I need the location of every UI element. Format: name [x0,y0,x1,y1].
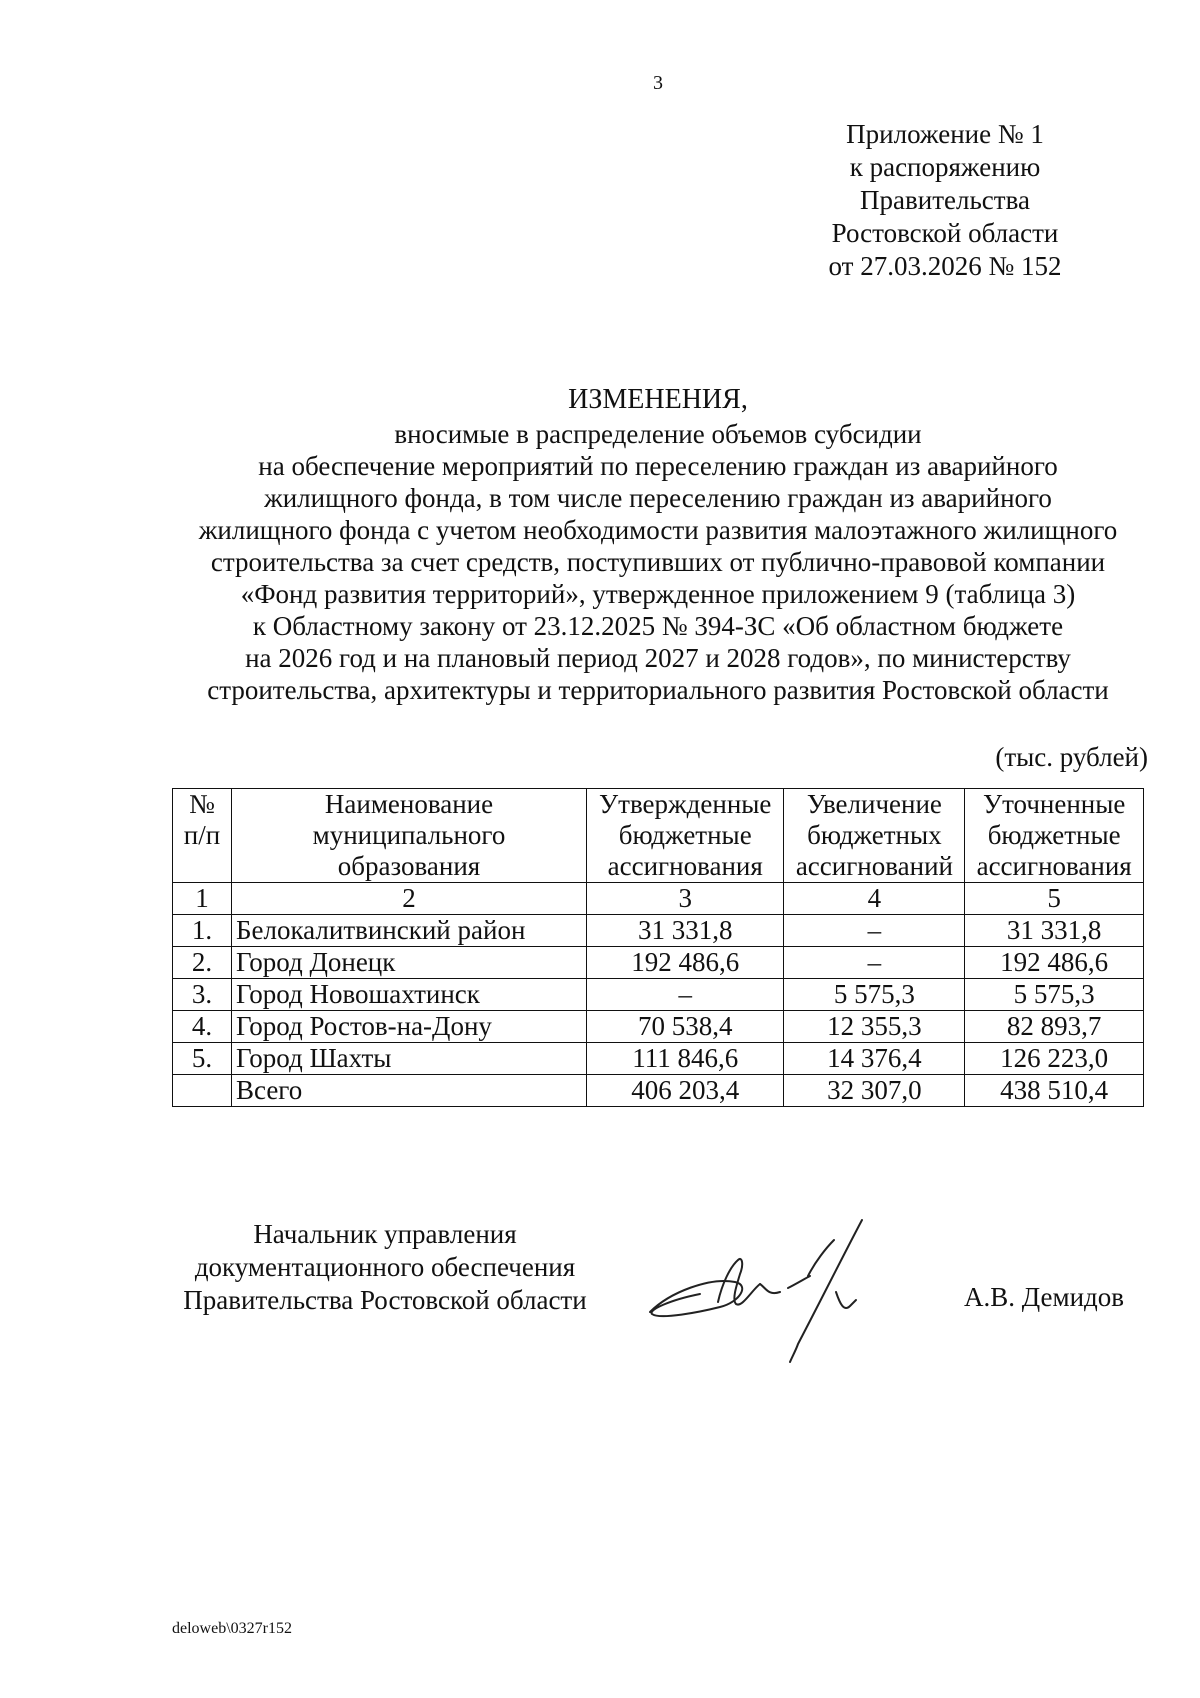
total-refined: 438 510,4 [965,1075,1144,1107]
title-line: строительства, архитектуры и территориального развития Ростовской области [207,675,1109,705]
header-refined: Уточненные бюджетные ассигнования [965,789,1144,883]
row-municipality: Город Донецк [232,947,587,979]
row-increase: – [784,947,965,979]
appendix-reference [780,118,1110,283]
row-approved: 31 331,8 [587,915,784,947]
column-number-row [173,883,1144,915]
handwritten-signature [640,1192,940,1372]
table-total-row [173,1075,1144,1107]
column-number: 5 [965,883,1144,915]
position-line: документационного обеспечения [194,1252,576,1282]
table-header-row [173,789,1144,883]
subsidy-table [172,788,1144,1107]
row-refined: 82 893,7 [965,1011,1144,1043]
row-municipality: Город Ростов-на-Дону [232,1011,587,1043]
row-approved: 192 486,6 [587,947,784,979]
table-row [173,947,1144,979]
total-label: Всего [232,1075,587,1107]
row-refined: 126 223,0 [965,1043,1144,1075]
units-label: (тыс. рублей) [995,742,1148,772]
row-increase: 5 575,3 [784,979,965,1011]
appendix-line: от 27.03.2026 № 152 [828,251,1062,281]
table-row [173,1043,1144,1075]
row-increase: – [784,915,965,947]
row-refined: 31 331,8 [965,915,1144,947]
title-line: к Областному закону от 23.12.2025 № 394-ЗС «Об областном бюджете [252,611,1064,641]
row-increase: 12 355,3 [784,1011,965,1043]
column-number: 2 [232,883,587,915]
page-number: 3 [653,72,663,94]
position-line: Правительства Ростовской области [183,1285,587,1315]
row-municipality: Белокалитвинский район [232,915,587,947]
column-number: 4 [784,883,965,915]
signatory-name: А.В. Демидов [964,1282,1125,1312]
row-number: 4. [173,1011,232,1043]
row-number: 3. [173,979,232,1011]
total-approved: 406 203,4 [587,1075,784,1107]
row-number: 2. [173,947,232,979]
header-number: № п/п [173,789,232,883]
title-line: «Фонд развития территорий», утвержденное приложением 9 (таблица 3) [240,579,1076,609]
row-refined: 192 486,6 [965,947,1144,979]
title-line: жилищного фонда, в том числе переселению граждан из аварийного [264,483,1052,513]
footer-reference: deloweb\0327r152 [172,1620,292,1637]
column-number: 3 [587,883,784,915]
table-row [173,979,1144,1011]
title-line: жилищного фонда с учетом необходимости развития малоэтажного жилищного [198,515,1118,545]
row-refined: 5 575,3 [965,979,1144,1011]
header-municipality: Наименование муниципального образования [232,789,587,883]
row-municipality: Город Шахты [232,1043,587,1075]
row-number: 1. [173,915,232,947]
document-title [0,384,1200,706]
row-approved: 70 538,4 [587,1011,784,1043]
title-line: строительства за счет средств, поступивших от публично-правовой компании [210,547,1106,577]
position-line: Начальник управления [253,1219,517,1249]
row-number: 5. [173,1043,232,1075]
row-increase: 14 376,4 [784,1043,965,1075]
signatory-position [170,1218,600,1317]
header-approved: Утвержденные бюджетные ассигнования [587,789,784,883]
row-municipality: Город Новошахтинск [232,979,587,1011]
row-approved: – [587,979,784,1011]
total-increase: 32 307,0 [784,1075,965,1107]
title-line: на 2026 год и на плановый период 2027 и 2028 годов», по министерству [245,643,1071,673]
title-heading: ИЗМЕНЕНИЯ, [568,384,748,415]
row-approved: 111 846,6 [587,1043,784,1075]
title-line: вносимые в распределение объемов субсидии [394,419,922,449]
column-number: 1 [173,883,232,915]
table-row [173,915,1144,947]
total-number [173,1075,232,1107]
title-line: на обеспечение мероприятий по переселению граждан из аварийного [258,451,1058,481]
appendix-line: Ростовской области [831,218,1059,248]
table-row [173,1011,1144,1043]
header-increase: Увеличение бюджетных ассигнований [784,789,965,883]
appendix-line: Правительства [860,185,1030,215]
appendix-line: Приложение № 1 [846,119,1044,149]
appendix-line: к распоряжению [849,152,1041,182]
